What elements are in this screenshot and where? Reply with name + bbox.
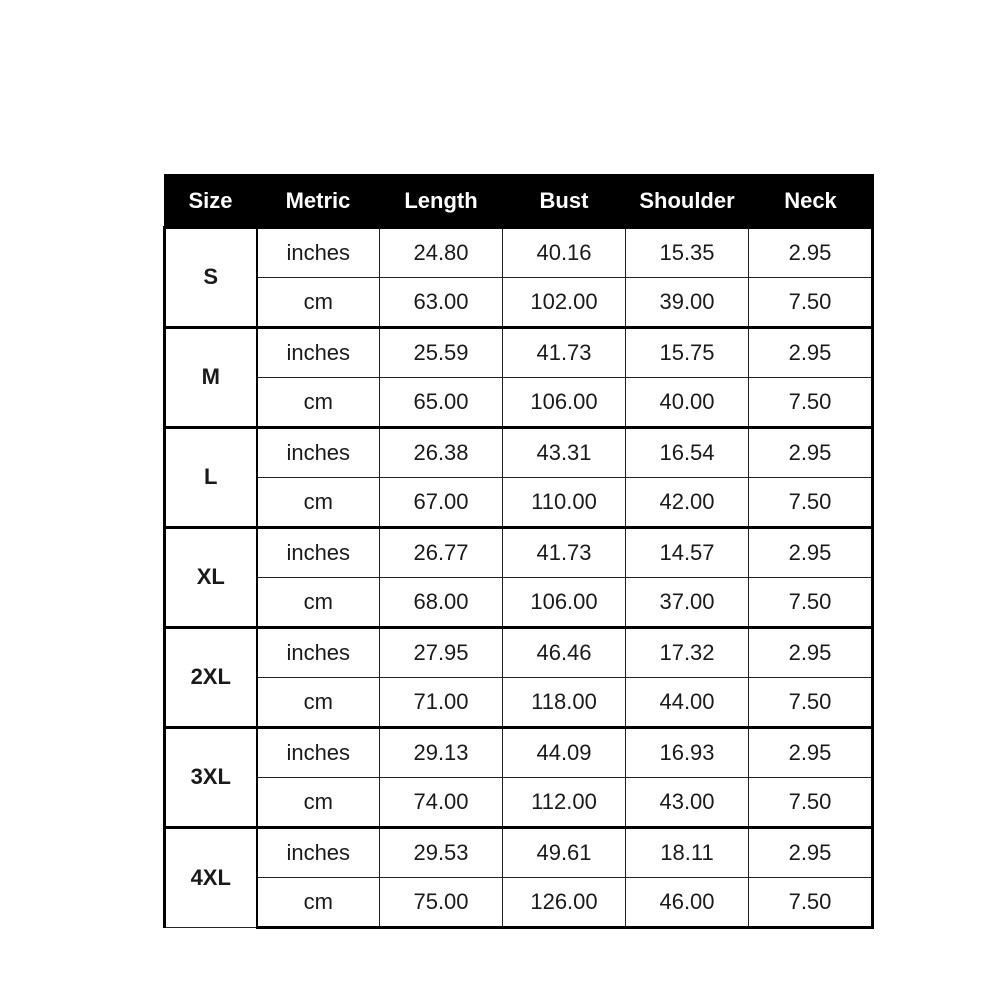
length-cell: 29.13 xyxy=(380,727,503,777)
metric-cell: inches xyxy=(257,727,380,777)
size-chart-header xyxy=(165,175,873,227)
neck-cell: 2.95 xyxy=(749,627,873,677)
metric-cell: cm xyxy=(257,277,380,327)
metric-cell: inches xyxy=(257,227,380,277)
table-row xyxy=(165,727,873,777)
shoulder-cell: 46.00 xyxy=(626,877,749,927)
neck-cell: 7.50 xyxy=(749,477,873,527)
metric-cell: inches xyxy=(257,527,380,577)
bust-cell: 110.00 xyxy=(503,477,626,527)
table-row xyxy=(165,827,873,877)
bust-cell: 41.73 xyxy=(503,527,626,577)
bust-cell: 43.31 xyxy=(503,427,626,477)
metric-cell: cm xyxy=(257,477,380,527)
header-shoulder: Shoulder xyxy=(626,175,749,227)
length-cell: 27.95 xyxy=(380,627,503,677)
bust-cell: 44.09 xyxy=(503,727,626,777)
shoulder-cell: 40.00 xyxy=(626,377,749,427)
header-size: Size xyxy=(165,175,257,227)
table-row xyxy=(165,627,873,677)
table-row xyxy=(165,227,873,277)
bust-cell: 40.16 xyxy=(503,227,626,277)
length-cell: 26.77 xyxy=(380,527,503,577)
metric-cell: cm xyxy=(257,677,380,727)
length-cell: 67.00 xyxy=(380,477,503,527)
shoulder-cell: 16.54 xyxy=(626,427,749,477)
header-metric: Metric xyxy=(257,175,380,227)
table-row xyxy=(165,377,873,427)
neck-cell: 7.50 xyxy=(749,377,873,427)
metric-cell: inches xyxy=(257,327,380,377)
length-cell: 68.00 xyxy=(380,577,503,627)
size-chart-table xyxy=(163,174,874,929)
size-chart-body xyxy=(165,227,873,927)
shoulder-cell: 39.00 xyxy=(626,277,749,327)
shoulder-cell: 18.11 xyxy=(626,827,749,877)
length-cell: 65.00 xyxy=(380,377,503,427)
bust-cell: 41.73 xyxy=(503,327,626,377)
length-cell: 24.80 xyxy=(380,227,503,277)
shoulder-cell: 37.00 xyxy=(626,577,749,627)
shoulder-cell: 15.35 xyxy=(626,227,749,277)
shoulder-cell: 42.00 xyxy=(626,477,749,527)
neck-cell: 2.95 xyxy=(749,827,873,877)
metric-cell: cm xyxy=(257,877,380,927)
length-cell: 63.00 xyxy=(380,277,503,327)
header-length: Length xyxy=(380,175,503,227)
bust-cell: 112.00 xyxy=(503,777,626,827)
bust-cell: 49.61 xyxy=(503,827,626,877)
bust-cell: 106.00 xyxy=(503,577,626,627)
metric-cell: cm xyxy=(257,777,380,827)
metric-cell: inches xyxy=(257,827,380,877)
neck-cell: 7.50 xyxy=(749,677,873,727)
header-row xyxy=(165,175,873,227)
length-cell: 25.59 xyxy=(380,327,503,377)
table-row xyxy=(165,877,873,927)
size-label: M xyxy=(165,327,257,427)
size-label: L xyxy=(165,427,257,527)
neck-cell: 2.95 xyxy=(749,327,873,377)
neck-cell: 2.95 xyxy=(749,527,873,577)
metric-cell: cm xyxy=(257,577,380,627)
neck-cell: 7.50 xyxy=(749,277,873,327)
header-neck: Neck xyxy=(749,175,873,227)
table-row xyxy=(165,327,873,377)
metric-cell: cm xyxy=(257,377,380,427)
length-cell: 74.00 xyxy=(380,777,503,827)
size-label: 3XL xyxy=(165,727,257,827)
size-label: S xyxy=(165,227,257,327)
size-label: 2XL xyxy=(165,627,257,727)
table-row xyxy=(165,277,873,327)
size-label: XL xyxy=(165,527,257,627)
table-row xyxy=(165,577,873,627)
table-row xyxy=(165,427,873,477)
bust-cell: 118.00 xyxy=(503,677,626,727)
shoulder-cell: 15.75 xyxy=(626,327,749,377)
length-cell: 29.53 xyxy=(380,827,503,877)
table-row xyxy=(165,677,873,727)
metric-cell: inches xyxy=(257,427,380,477)
bust-cell: 46.46 xyxy=(503,627,626,677)
bust-cell: 102.00 xyxy=(503,277,626,327)
neck-cell: 2.95 xyxy=(749,227,873,277)
length-cell: 71.00 xyxy=(380,677,503,727)
shoulder-cell: 14.57 xyxy=(626,527,749,577)
metric-cell: inches xyxy=(257,627,380,677)
shoulder-cell: 16.93 xyxy=(626,727,749,777)
header-bust: Bust xyxy=(503,175,626,227)
size-label: 4XL xyxy=(165,827,257,927)
shoulder-cell: 44.00 xyxy=(626,677,749,727)
table-row xyxy=(165,777,873,827)
shoulder-cell: 43.00 xyxy=(626,777,749,827)
neck-cell: 7.50 xyxy=(749,877,873,927)
neck-cell: 2.95 xyxy=(749,427,873,477)
length-cell: 75.00 xyxy=(380,877,503,927)
shoulder-cell: 17.32 xyxy=(626,627,749,677)
bust-cell: 126.00 xyxy=(503,877,626,927)
neck-cell: 7.50 xyxy=(749,777,873,827)
neck-cell: 2.95 xyxy=(749,727,873,777)
neck-cell: 7.50 xyxy=(749,577,873,627)
table-row xyxy=(165,527,873,577)
table-row xyxy=(165,477,873,527)
bust-cell: 106.00 xyxy=(503,377,626,427)
length-cell: 26.38 xyxy=(380,427,503,477)
